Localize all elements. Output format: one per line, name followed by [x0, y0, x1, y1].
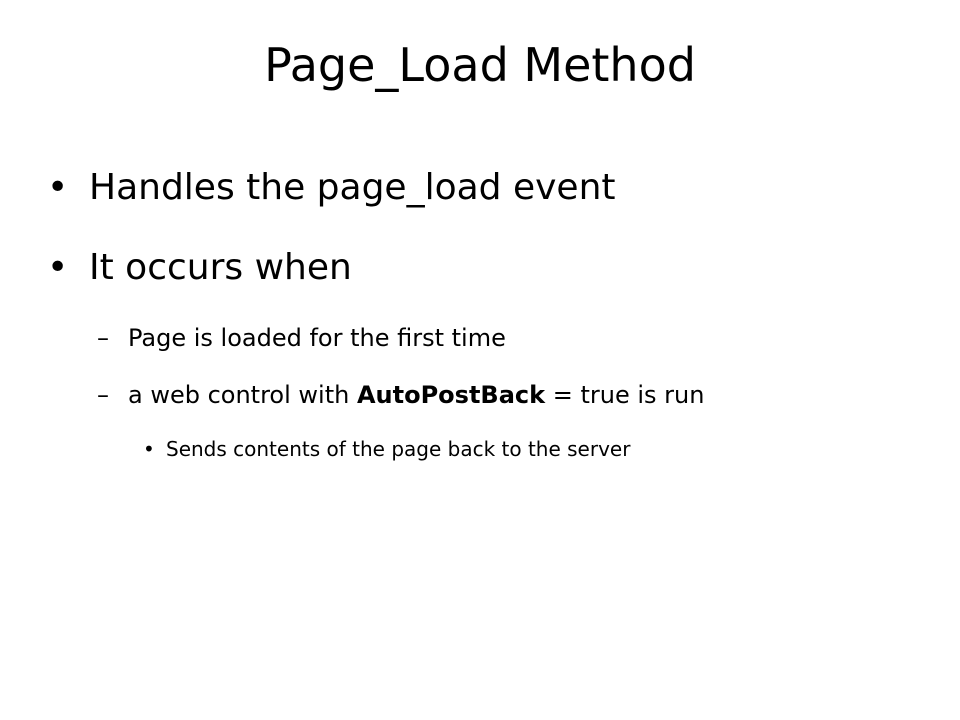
bullet-text: It occurs when	[89, 247, 352, 288]
sub-sub-bullet-text: Sends contents of the page back to the server	[166, 437, 631, 461]
sub-bullet-autopostback	[97, 379, 704, 411]
slide-title: Page_Load Method	[264, 38, 696, 92]
bullet-text: Handles the page_load event	[89, 167, 616, 208]
bullet-marker: •	[47, 247, 69, 288]
bullet-handles-page-load	[47, 165, 616, 211]
bullet-marker: •	[47, 167, 69, 208]
sub-bullet-text-after: = true is run	[545, 381, 705, 409]
bullet-it-occurs-when	[47, 245, 352, 291]
bullet-marker: •	[143, 437, 155, 461]
sub-bullet-first-time	[97, 322, 506, 354]
sub-sub-bullet-sends-contents	[143, 435, 630, 463]
dash-marker: –	[97, 324, 109, 352]
sub-bullet-text: Page is loaded for the first time	[128, 324, 506, 352]
sub-bullet-text-before: a web control with	[128, 381, 357, 409]
autopostback-keyword: AutoPostBack	[356, 381, 546, 409]
dash-marker: –	[97, 381, 109, 409]
